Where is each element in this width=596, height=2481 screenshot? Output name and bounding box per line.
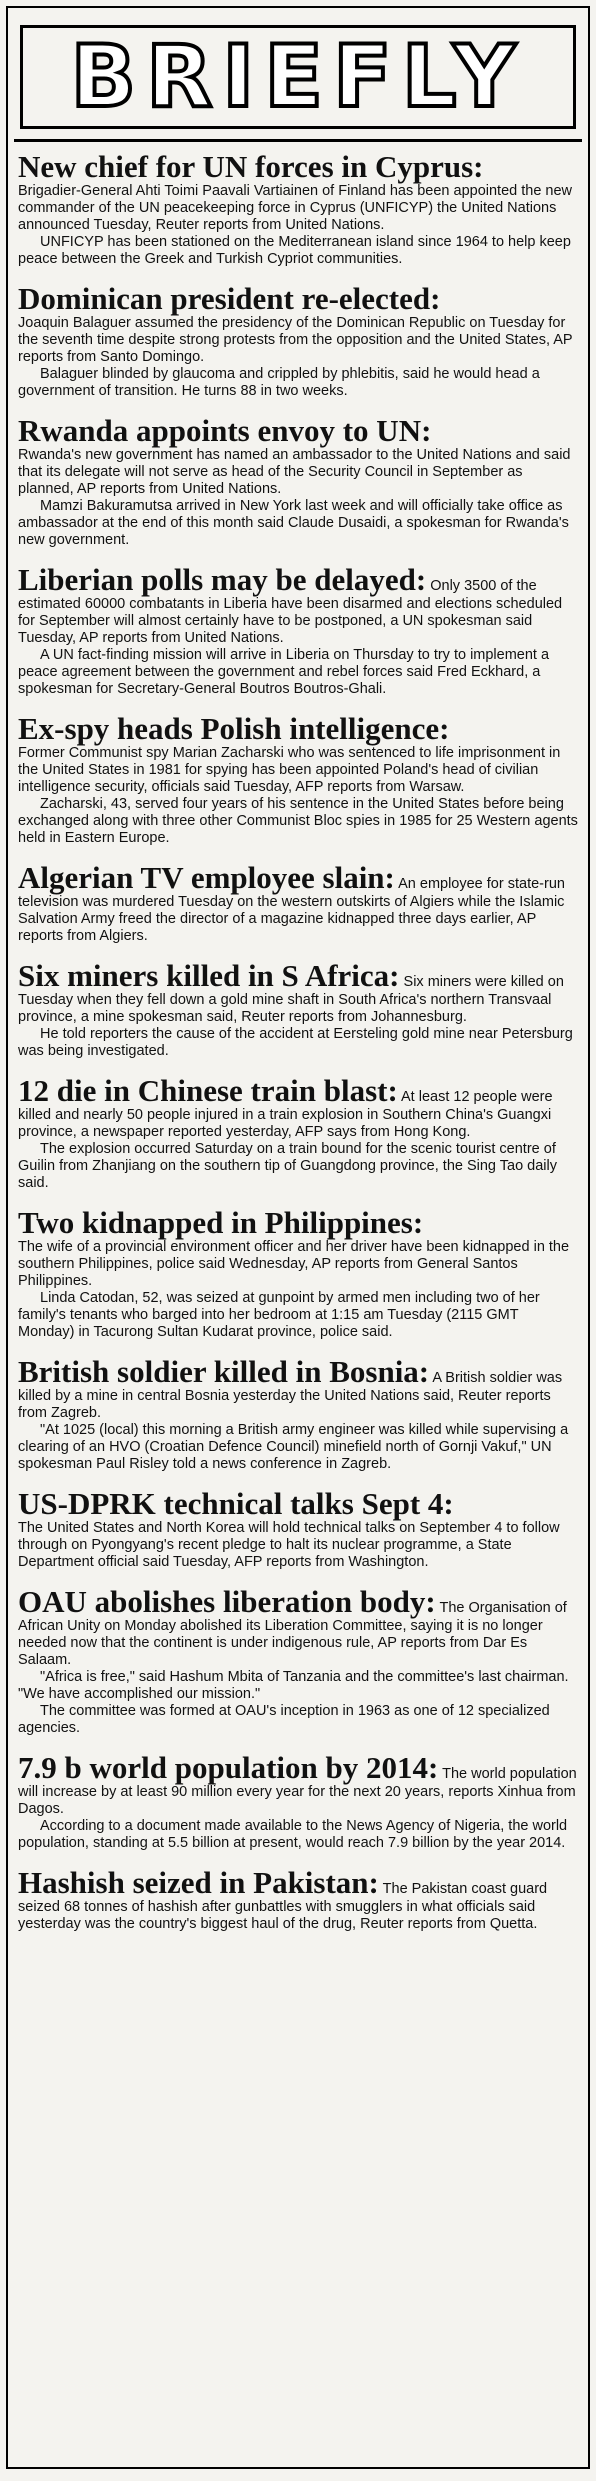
brief-paragraph: Former Communist spy Marian Zacharski who was sentenced to life imprisonment in the United States in 1981 for spying has been appointed Poland's head of civilian intelligence security, officials said Tuesday, AFP reports from Warsaw. bbox=[18, 745, 561, 795]
masthead bbox=[14, 14, 582, 142]
brief-lead bbox=[18, 1355, 578, 1422]
brief-paragraph: Only 3500 of the estimated 60000 combatants in Liberia have been disarmed and elections scheduled for September will almost certainly have to be postponed, a UN spokesman said Tuesday, AP reports from United Nations. bbox=[18, 578, 563, 646]
brief-paragraph: An employee for state-run television was murdered Tuesday on the western outskirts of Algiers while the Islamic Salvation Army freed the director of a magazine kidnapped three days earlier, AP reports from Algiers. bbox=[18, 876, 565, 944]
brief-paragraph: Six miners were killed on Tuesday when they fell down a gold mine shaft in South Africa's northern Transvaal province, a mine spokesman said, Reuter reports from Johannesburg. bbox=[18, 974, 564, 1025]
brief-lead bbox=[18, 745, 578, 796]
brief-headline: 7.9 b world population by 2014: bbox=[18, 1750, 439, 1785]
brief-lead bbox=[18, 315, 578, 366]
brief-paragraph: The explosion occurred Saturday on a train bound for the scenic tourist centre of Guilin from Zhanjiang on the southern tip of Guangdong province, the Sing Tao daily said. bbox=[18, 1141, 557, 1191]
brief-headline: Hashish seized in Pakistan: bbox=[18, 1865, 379, 1900]
brief-paragraph: Brigadier-General Ahti Toimi Paavali Vartiainen of Finland has been appointed the new commander of the UN peacekeeping force in Cyprus (UNFICYP) the United Nations announced Tuesday, Reuter reports from United Nations. bbox=[18, 183, 573, 233]
brief-lead bbox=[18, 183, 578, 234]
news-brief bbox=[18, 414, 578, 549]
brief-paragraph: UNFICYP has been stationed on the Mediterranean island since 1964 to help keep peace between the Greek and Turkish Cypriot communities. bbox=[18, 234, 571, 267]
brief-lead bbox=[18, 1520, 578, 1571]
brief-paragraph: "Africa is free," said Hashum Mbita of Tanzania and the committee's last chairman. "We have accomplished our mission." bbox=[18, 1669, 569, 1702]
brief-headline: Two kidnapped in Philippines: bbox=[18, 1205, 424, 1240]
stories-column bbox=[8, 142, 588, 1933]
brief-lead bbox=[18, 959, 578, 1026]
brief-headline: New chief for UN forces in Cyprus: bbox=[18, 149, 484, 184]
brief-lead bbox=[18, 1866, 578, 1933]
brief-paragraph: Balaguer blinded by glaucoma and crippled by phlebitis, said he would head a government of transition. He turns 88 in two weeks. bbox=[18, 366, 540, 399]
news-brief bbox=[18, 150, 578, 268]
brief-headline: Ex-spy heads Polish intelligence: bbox=[18, 711, 450, 746]
brief-lead bbox=[18, 1585, 578, 1669]
brief-paragraph: Joaquin Balaguer assumed the presidency of the Dominican Republic on Tuesday for the seventh time despite strong protests from the opposition and the United States, AP reports from Santo Domingo. bbox=[18, 315, 573, 365]
brief-paragraph: Rwanda's new government has named an ambassador to the United Nations and said that its delegate will not serve as head of the Security Council in September as planned, AP reports from United Nations. bbox=[18, 447, 571, 497]
masthead-box bbox=[20, 25, 576, 129]
brief-paragraph: A British soldier was killed by a mine in central Bosnia yesterday the United Nations said, Reuter reports from Zagreb. bbox=[18, 1370, 563, 1421]
masthead-title: BRIEFLY bbox=[70, 26, 526, 127]
brief-paragraph: The Organisation of African Unity on Monday abolished its Liberation Committee, saying it is no longer needed now that the continent is under indigenous rule, AP reports from Dar Es Salaam. bbox=[18, 1600, 567, 1668]
brief-paragraph: The world population will increase by at least 90 million every year for the next 20 years, reports Xinhua from Dagos. bbox=[18, 1766, 577, 1817]
news-brief bbox=[18, 1751, 578, 1852]
news-brief bbox=[18, 1355, 578, 1473]
brief-lead bbox=[18, 447, 578, 498]
brief-paragraph: At least 12 people were killed and nearly 50 people injured in a train explosion in Southern China's Guangxi province, a newspaper reported yesterday, AFP says from Hong Kong. bbox=[18, 1089, 553, 1140]
brief-paragraph: He told reporters the cause of the accident at Eersteling gold mine near Petersburg was being investigated. bbox=[18, 1026, 573, 1059]
brief-paragraph: Linda Catodan, 52, was seized at gunpoint by armed men including two of her family's tenants who barged into her bedroom at 1:15 am Tuesday (2115 GMT Monday) in Tacurong Sultan Kudarat province, police said. bbox=[18, 1290, 540, 1340]
brief-paragraph: Mamzi Bakuramutsa arrived in New York last week and will officially take office as ambassador at the end of this month said Claude Dusaidi, a spokesman for Rwanda's new government. bbox=[18, 498, 569, 548]
brief-headline: Liberian polls may be delayed: bbox=[18, 562, 427, 597]
brief-lead bbox=[18, 1074, 578, 1141]
news-brief bbox=[18, 282, 578, 400]
brief-paragraph: A UN fact-finding mission will arrive in Liberia on Thursday to try to implement a peace agreement between the government and rebel forces said Fred Eckhard, a spokesman for Secretary-General Boutros Boutros-Ghali. bbox=[18, 647, 550, 697]
news-brief bbox=[18, 1585, 578, 1737]
brief-paragraph: According to a document made available to the News Agency of Nigeria, the world population, standing at 5.5 billion at present, would reach 7.9 billion by the year 2014. bbox=[18, 1818, 568, 1851]
brief-lead bbox=[18, 861, 578, 945]
news-brief bbox=[18, 563, 578, 698]
news-brief bbox=[18, 959, 578, 1060]
brief-headline: 12 die in Chinese train blast: bbox=[18, 1073, 398, 1108]
news-brief bbox=[18, 1487, 578, 1571]
brief-paragraph: Zacharski, 43, served four years of his sentence in the United States before being exchanged along with three other Communist Bloc spies in 1985 for 25 Western agents held in Eastern Europe. bbox=[18, 796, 578, 846]
brief-headline: Dominican president re-elected: bbox=[18, 281, 441, 316]
brief-lead bbox=[18, 563, 578, 647]
brief-headline: OAU abolishes liberation body: bbox=[18, 1584, 436, 1619]
brief-lead bbox=[18, 1239, 578, 1290]
news-brief bbox=[18, 1866, 578, 1933]
news-brief bbox=[18, 1074, 578, 1192]
brief-paragraph: The committee was formed at OAU's inception in 1963 as one of 12 specialized agencies. bbox=[18, 1703, 550, 1736]
brief-headline: US-DPRK technical talks Sept 4: bbox=[18, 1486, 454, 1521]
brief-paragraph: The wife of a provincial environment officer and her driver have been kidnapped in the southern Philippines, police said Wednesday, AP reports from General Santos Philippines. bbox=[18, 1239, 570, 1289]
news-brief bbox=[18, 712, 578, 847]
news-brief bbox=[18, 861, 578, 945]
news-brief bbox=[18, 1206, 578, 1341]
brief-paragraph: "At 1025 (local) this morning a British army engineer was killed while supervising a clearing of an HVO (Croatian Defence Council) minefield north of Gornji Vakuf," UN spokesman Paul Risley told a news conference in Zagreb. bbox=[18, 1422, 569, 1472]
brief-paragraph: The Pakistan coast guard seized 68 tonnes of hashish after gunbattles with smugglers in what officials said yesterday was the country's biggest haul of the drug, Reuter reports from Quetta. bbox=[18, 1881, 548, 1932]
brief-headline: Six miners killed in S Africa: bbox=[18, 958, 400, 993]
brief-lead bbox=[18, 1751, 578, 1818]
brief-paragraph: The United States and North Korea will hold technical talks on September 4 to follow through on Pyongyang's recent pledge to halt its nuclear programme, a State Department official said Tuesday, AFP reports from Washington. bbox=[18, 1520, 560, 1570]
page bbox=[6, 6, 590, 2469]
brief-headline: Rwanda appoints envoy to UN: bbox=[18, 413, 432, 448]
brief-headline: British soldier killed in Bosnia: bbox=[18, 1354, 430, 1389]
brief-headline: Algerian TV employee slain: bbox=[18, 860, 395, 895]
